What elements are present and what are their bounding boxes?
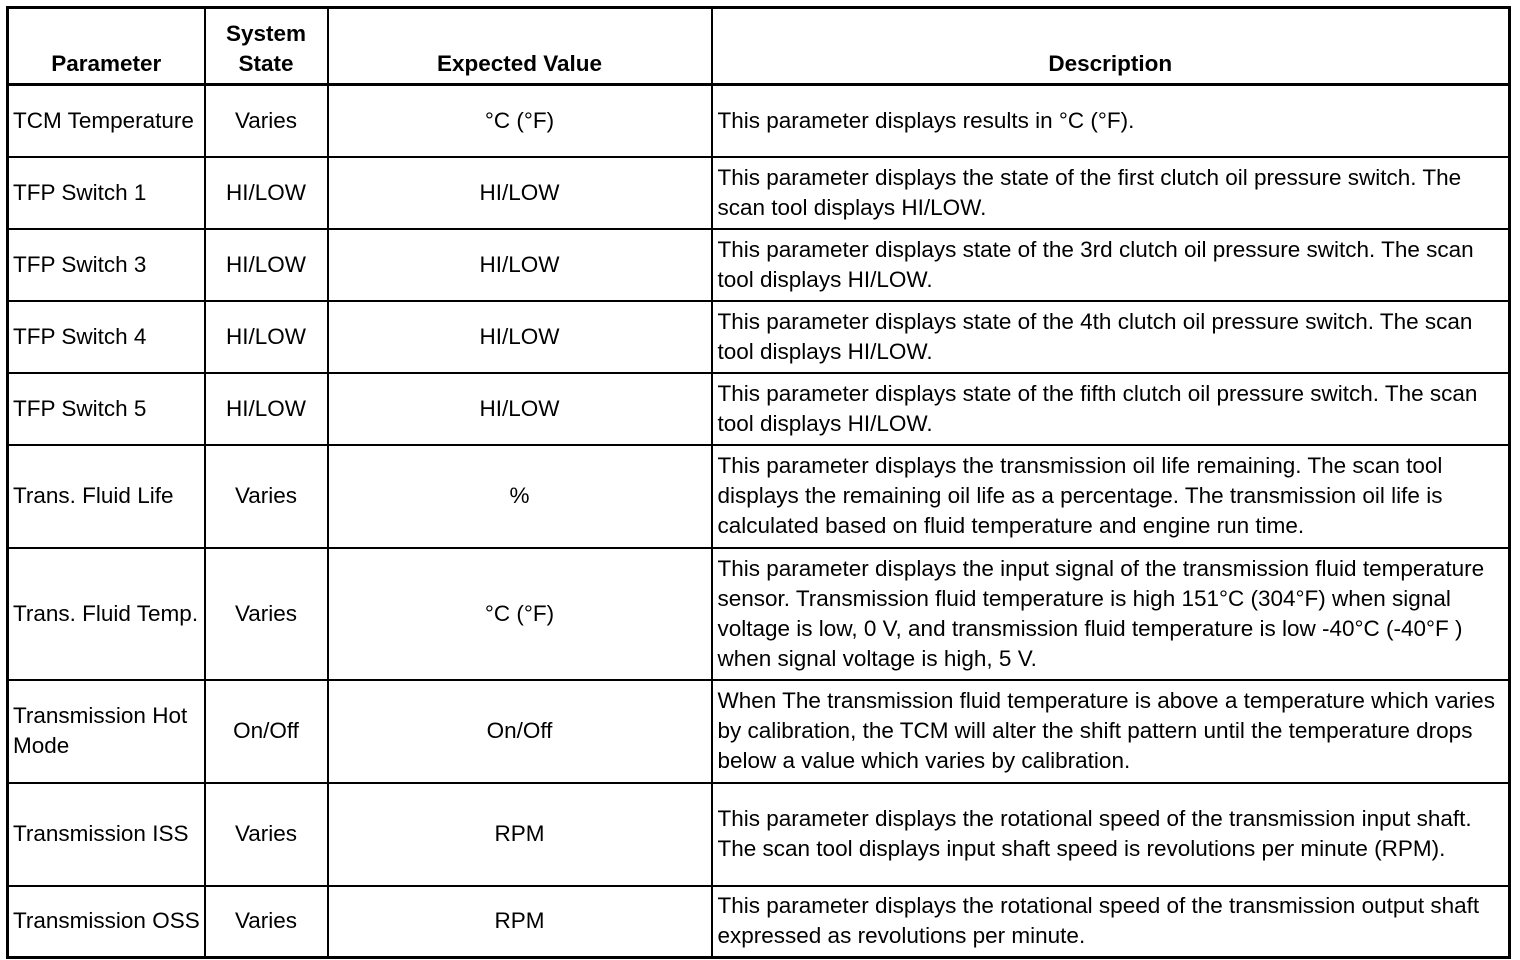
system-state-cell: Varies [205, 548, 328, 680]
system-state-cell: HI/LOW [205, 229, 328, 301]
system-state-cell: Varies [205, 445, 328, 548]
parameter-cell: Transmission ISS [8, 783, 205, 886]
expected-value-cell: RPM [328, 783, 712, 886]
parameter-cell: Trans. Fluid Life [8, 445, 205, 548]
table-row [8, 680, 1510, 783]
description-cell: This parameter displays state of the 4th clutch oil pressure switch. The scan tool displays HI/LOW. [712, 301, 1510, 373]
system-state-cell: HI/LOW [205, 301, 328, 373]
header-expected-value: Expected Value [328, 8, 712, 85]
header-system-state: System State [205, 8, 328, 85]
description-cell: This parameter displays the rotational speed of the transmission input shaft. The scan tool displays input shaft speed is revolutions per minute (RPM). [712, 783, 1510, 886]
table-row [8, 157, 1510, 229]
description-cell: This parameter displays results in °C (°F). [712, 85, 1510, 157]
expected-value-cell: % [328, 445, 712, 548]
table-row [8, 783, 1510, 886]
parameter-cell: TCM Temperature [8, 85, 205, 157]
table-row [8, 229, 1510, 301]
table-row [8, 548, 1510, 680]
parameter-cell: TFP Switch 1 [8, 157, 205, 229]
expected-value-cell: On/Off [328, 680, 712, 783]
parameter-cell: TFP Switch 3 [8, 229, 205, 301]
table-row [8, 85, 1510, 157]
expected-value-cell: HI/LOW [328, 301, 712, 373]
system-state-cell: HI/LOW [205, 373, 328, 445]
expected-value-cell: HI/LOW [328, 157, 712, 229]
description-cell: When The transmission fluid temperature is above a temperature which varies by calibration, the TCM will alter the shift pattern until the temperature drops below a value which varies by calibration. [712, 680, 1510, 783]
description-cell: This parameter displays state of the fifth clutch oil pressure switch. The scan tool displays HI/LOW. [712, 373, 1510, 445]
header-row [8, 8, 1510, 85]
header-parameter: Parameter [8, 8, 205, 85]
table-row [8, 886, 1510, 958]
system-state-cell: Varies [205, 783, 328, 886]
description-cell: This parameter displays the rotational speed of the transmission output shaft expressed as revolutions per minute. [712, 886, 1510, 958]
system-state-cell: HI/LOW [205, 157, 328, 229]
description-cell: This parameter displays state of the 3rd clutch oil pressure switch. The scan tool displays HI/LOW. [712, 229, 1510, 301]
expected-value-cell: RPM [328, 886, 712, 958]
parameter-cell: Transmission OSS [8, 886, 205, 958]
parameter-table [6, 6, 1511, 959]
table-row [8, 445, 1510, 548]
table-row [8, 301, 1510, 373]
parameter-cell: Trans. Fluid Temp. [8, 548, 205, 680]
description-cell: This parameter displays the state of the first clutch oil pressure switch. The scan tool displays HI/LOW. [712, 157, 1510, 229]
header-description: Description [712, 8, 1510, 85]
system-state-cell: Varies [205, 886, 328, 958]
parameter-cell: TFP Switch 4 [8, 301, 205, 373]
description-cell: This parameter displays the transmission oil life remaining. The scan tool displays the remaining oil life as a percentage. The transmission oil life is calculated based on fluid temperature and engine run time. [712, 445, 1510, 548]
parameter-cell: TFP Switch 5 [8, 373, 205, 445]
system-state-cell: On/Off [205, 680, 328, 783]
expected-value-cell: HI/LOW [328, 373, 712, 445]
expected-value-cell: HI/LOW [328, 229, 712, 301]
expected-value-cell: °C (°F) [328, 548, 712, 680]
description-cell: This parameter displays the input signal of the transmission fluid temperature sensor. Transmission fluid temperature is high 151°C (304°F) when signal voltage is low, 0 V, and transmission fluid temperature is low -40°C (-40°F ) when signal voltage is high, 5 V. [712, 548, 1510, 680]
expected-value-cell: °C (°F) [328, 85, 712, 157]
parameter-cell: Transmission Hot Mode [8, 680, 205, 783]
table-row [8, 373, 1510, 445]
system-state-cell: Varies [205, 85, 328, 157]
